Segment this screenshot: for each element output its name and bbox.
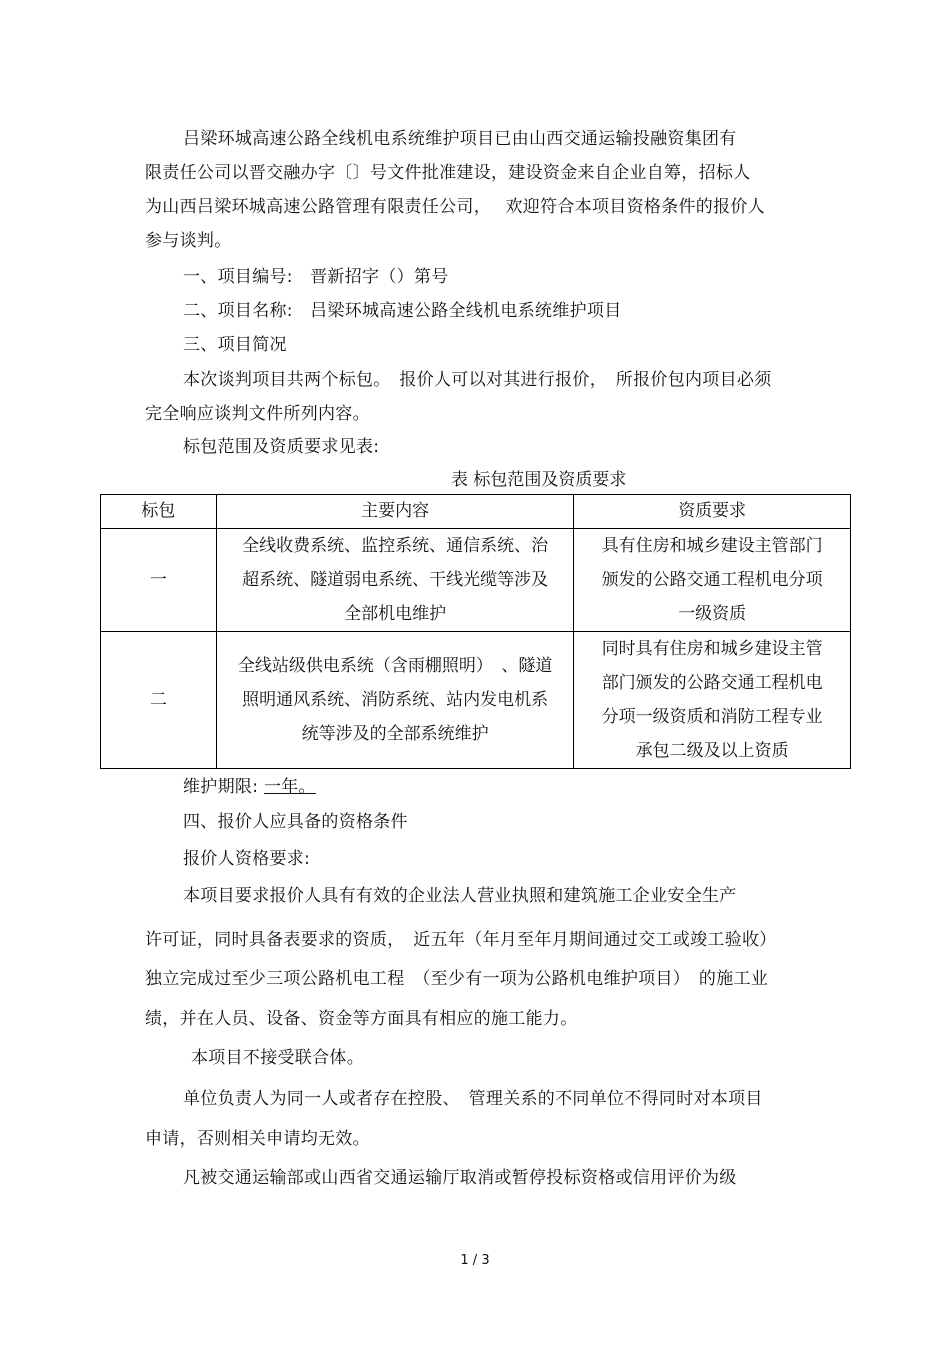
qualification-line: 分项一级资质和消防工程专业 bbox=[601, 707, 823, 727]
package-table bbox=[100, 494, 851, 769]
qualification-line: 同时具有住房和城乡建设主管 bbox=[601, 639, 823, 659]
qualification-line: 颁发的公路交通工程机电分项 bbox=[601, 570, 823, 590]
table-row bbox=[101, 632, 851, 769]
header-content: 主要内容 bbox=[216, 495, 574, 529]
package-cell: 二 bbox=[101, 632, 217, 769]
qualification-cell bbox=[574, 529, 851, 632]
qualification-line: 一级资质 bbox=[678, 604, 747, 624]
header-qualification: 资质要求 bbox=[574, 495, 851, 529]
qualification-line: 承包二级及以上资质 bbox=[635, 741, 789, 761]
intro-line-1: 吕梁环城高速公路全线机电系统维护项目已由山西交通运输投融资集团有 bbox=[183, 129, 737, 149]
content-cell bbox=[216, 632, 574, 769]
content-line: 超系统、隧道弱电系统、干线光缆等涉及 bbox=[242, 570, 549, 590]
no-consortium: 本项目不接受联合体。 bbox=[191, 1048, 364, 1068]
qual-line-4: 绩，并在人员、设备、资金等方面具有相应的施工能力。 bbox=[145, 1009, 578, 1029]
qualification-line: 具有住房和城乡建设主管部门 bbox=[601, 536, 823, 556]
qual-line-2: 许可证，同时具备表要求的资质， 近五年（年月至年月期间通过交工或竣工验收） bbox=[145, 930, 777, 950]
table-intro: 标包范围及资质要求见表: bbox=[183, 437, 380, 457]
content-cell bbox=[216, 529, 574, 632]
qual-line-1: 本项目要求报价人具有有效的企业法人营业执照和建筑施工企业安全生产 bbox=[183, 886, 737, 906]
maintenance-value: 一年。 bbox=[263, 777, 316, 797]
content-line: 全部机电维护 bbox=[344, 604, 447, 624]
package-cell: 一 bbox=[101, 529, 217, 632]
qual-line-3: 独立完成过至少三项公路机电工程 （至少有一项为公路机电维护项目） 的施工业 bbox=[145, 969, 769, 989]
scope-line-2: 完全响应谈判文件所列内容。 bbox=[145, 404, 370, 424]
item-project-number: 一、项目编号: 晋新招字（）第号 bbox=[183, 267, 449, 287]
maintenance-label: 维护期限: bbox=[183, 777, 259, 797]
content-line: 统等涉及的全部系统维护 bbox=[301, 724, 489, 744]
content-line: 全线站级供电系统（含雨棚照明） 、隧道 bbox=[237, 656, 553, 676]
table-header-row bbox=[101, 495, 851, 529]
item-project-name: 二、项目名称: 吕梁环城高速公路全线机电系统维护项目 bbox=[183, 301, 622, 321]
maintenance-period bbox=[183, 776, 316, 798]
header-package: 标包 bbox=[101, 495, 217, 529]
item-project-overview: 三、项目简况 bbox=[183, 335, 287, 355]
conflict-line-2: 申请，否则相关申请均无效。 bbox=[145, 1129, 370, 1149]
qualification-heading: 报价人资格要求: bbox=[183, 849, 311, 869]
conflict-line-1: 单位负责人为同一人或者存在控股、 管理关系的不同单位不得同时对本项目 bbox=[183, 1089, 763, 1109]
table-row bbox=[101, 529, 851, 632]
intro-line-2: 限责任公司以晋交融办字〔〕号文件批准建设，建设资金来自企业自筹，招标人 bbox=[145, 163, 751, 183]
intro-line-3: 为山西吕梁环城高速公路管理有限责任公司， 欢迎符合本项目资格条件的报价人 bbox=[145, 197, 766, 217]
content-line: 全线收费系统、监控系统、通信系统、治 bbox=[242, 536, 549, 556]
page-number: 1 / 3 bbox=[460, 1253, 490, 1268]
item-qualification-conditions: 四、报价人应具备的资格条件 bbox=[183, 812, 408, 832]
last-paragraph-line: 凡被交通运输部或山西省交通运输厅取消或暂停投标资格或信用评价为级 bbox=[183, 1168, 737, 1188]
table-caption: 表 标包范围及资质要求 bbox=[451, 470, 627, 490]
scope-line-1: 本次谈判项目共两个标包。 报价人可以对其进行报价， 所报价包内项目必须 bbox=[183, 370, 772, 390]
intro-line-4: 参与谈判。 bbox=[145, 231, 232, 251]
content-line: 照明通风系统、消防系统、站内发电机系 bbox=[242, 690, 549, 710]
qualification-cell bbox=[574, 632, 851, 769]
qualification-line: 部门颁发的公路交通工程机电 bbox=[601, 673, 823, 693]
